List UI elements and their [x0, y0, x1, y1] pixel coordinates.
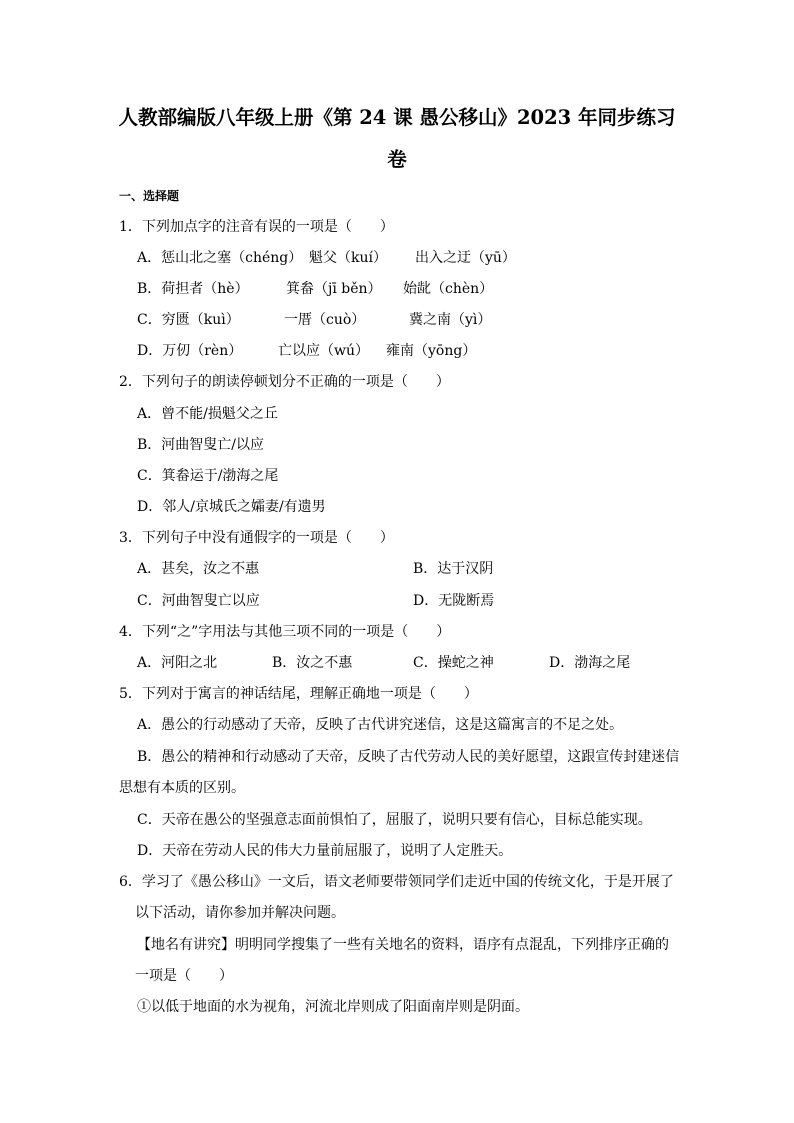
question-6-stem-continued: 以下活动，请你参加并解决问题。 [135, 905, 345, 921]
document-title: 人教部编版八年级上册《第 24 课 愚公移山》2023 年同步练习 [118, 106, 676, 129]
question-3-option-d: D．无陇断焉 [413, 593, 495, 609]
question-1-option-c-part2: 一厝（cuò） [284, 312, 366, 328]
question-6-stem: 6．学习了《愚公移山》一文后，语文老师要带领同学们走近中国的传统文化，于是开展了 [119, 874, 674, 890]
question-1-option-b-part1: B．荷担者（hè） [137, 281, 249, 297]
question-1-option-b-part3: 始龀（chèn） [403, 281, 494, 297]
question-1-option-d-part2: 亡以应（wú） [278, 343, 369, 359]
question-2-option-a: A．曾不能/损魁父之丘 [137, 406, 278, 422]
question-5-stem: 5．下列对于寓言的神话结尾，理解正确地一项是（ ） [119, 686, 478, 702]
question-4-option-a: A．河阳之北 [137, 655, 218, 671]
question-2-option-d: D．邻人/京城氏之孀妻/有遗男 [137, 499, 326, 515]
question-2-option-b: B．河曲智叟亡/以应 [137, 437, 265, 453]
question-6-task-continued: 一项是（ ） [135, 968, 233, 984]
question-1-option-c-part3: 冀之南（yì） [409, 312, 492, 328]
question-1-option-a-part2: 魁父（kuí） [309, 250, 387, 266]
document-title-continued: 卷 [387, 148, 407, 171]
question-3-option-b: B．达于汉阴 [413, 561, 494, 577]
question-1-option-a-part3: 出入之迂（yū） [415, 250, 516, 266]
question-2-stem: 2．下列句子的朗读停顿划分不正确的一项是（ ） [119, 374, 450, 390]
question-1-option-c-part1: C．穷匮（kuì） [137, 312, 240, 328]
question-2-option-c: C．箕畚运于/渤海之尾 [137, 468, 279, 484]
question-5-option-b: B．愚公的精神和行动感动了天帝，反映了古代劳动人民的美好愿望，这跟宣传封建迷信 [137, 749, 680, 765]
question-3-option-a: A．甚矣，汝之不惠 [137, 561, 260, 577]
question-3-stem: 3．下列句子中没有通假字的一项是（ ） [119, 530, 394, 546]
question-5-option-d: D．天帝在劳动人民的伟大力量前屈服了，说明了人定胜天。 [137, 843, 513, 859]
question-5-option-b-continued: 思想有本质的区别。 [119, 780, 245, 796]
section-heading: 一、选择题 [119, 189, 180, 203]
question-1-stem: 1．下列加点字的注音有误的一项是（ ） [119, 219, 394, 235]
question-6-item-1: ①以低于地面的水为视角，河流北岸则成了阳面南岸则是阴面。 [137, 999, 529, 1015]
question-6-task: 【地名有讲究】明明同学搜集了一些有关地名的资料，语序有点混乱，下列排序正确的 [137, 937, 669, 953]
question-4-stem: 4．下列“之”字用法与其他三项不同的一项是（ ） [119, 624, 451, 640]
question-4-option-b: B．汝之不惠 [272, 655, 353, 671]
question-4-option-c: C．操蛇之神 [413, 655, 494, 671]
question-5-option-c: C．天帝在愚公的坚强意志面前惧怕了，屈服了，说明只要有信心，目标总能实现。 [137, 812, 652, 828]
question-4-option-d: D．渤海之尾 [549, 655, 631, 671]
question-1-option-a-part1: A．惩山北之塞（chéng） [137, 250, 303, 266]
question-1-option-d-part1: D．万仞（rèn） [137, 343, 243, 359]
question-1-option-b-part2: 箕畚（jī běn） [286, 281, 382, 297]
question-3-option-c: C．河曲智叟亡以应 [137, 593, 260, 609]
question-1-option-d-part3: 雍南（yōng） [386, 343, 477, 359]
question-5-option-a: A．愚公的行动感动了天帝，反映了古代讲究迷信，这是这篇寓言的不足之处。 [137, 717, 624, 733]
